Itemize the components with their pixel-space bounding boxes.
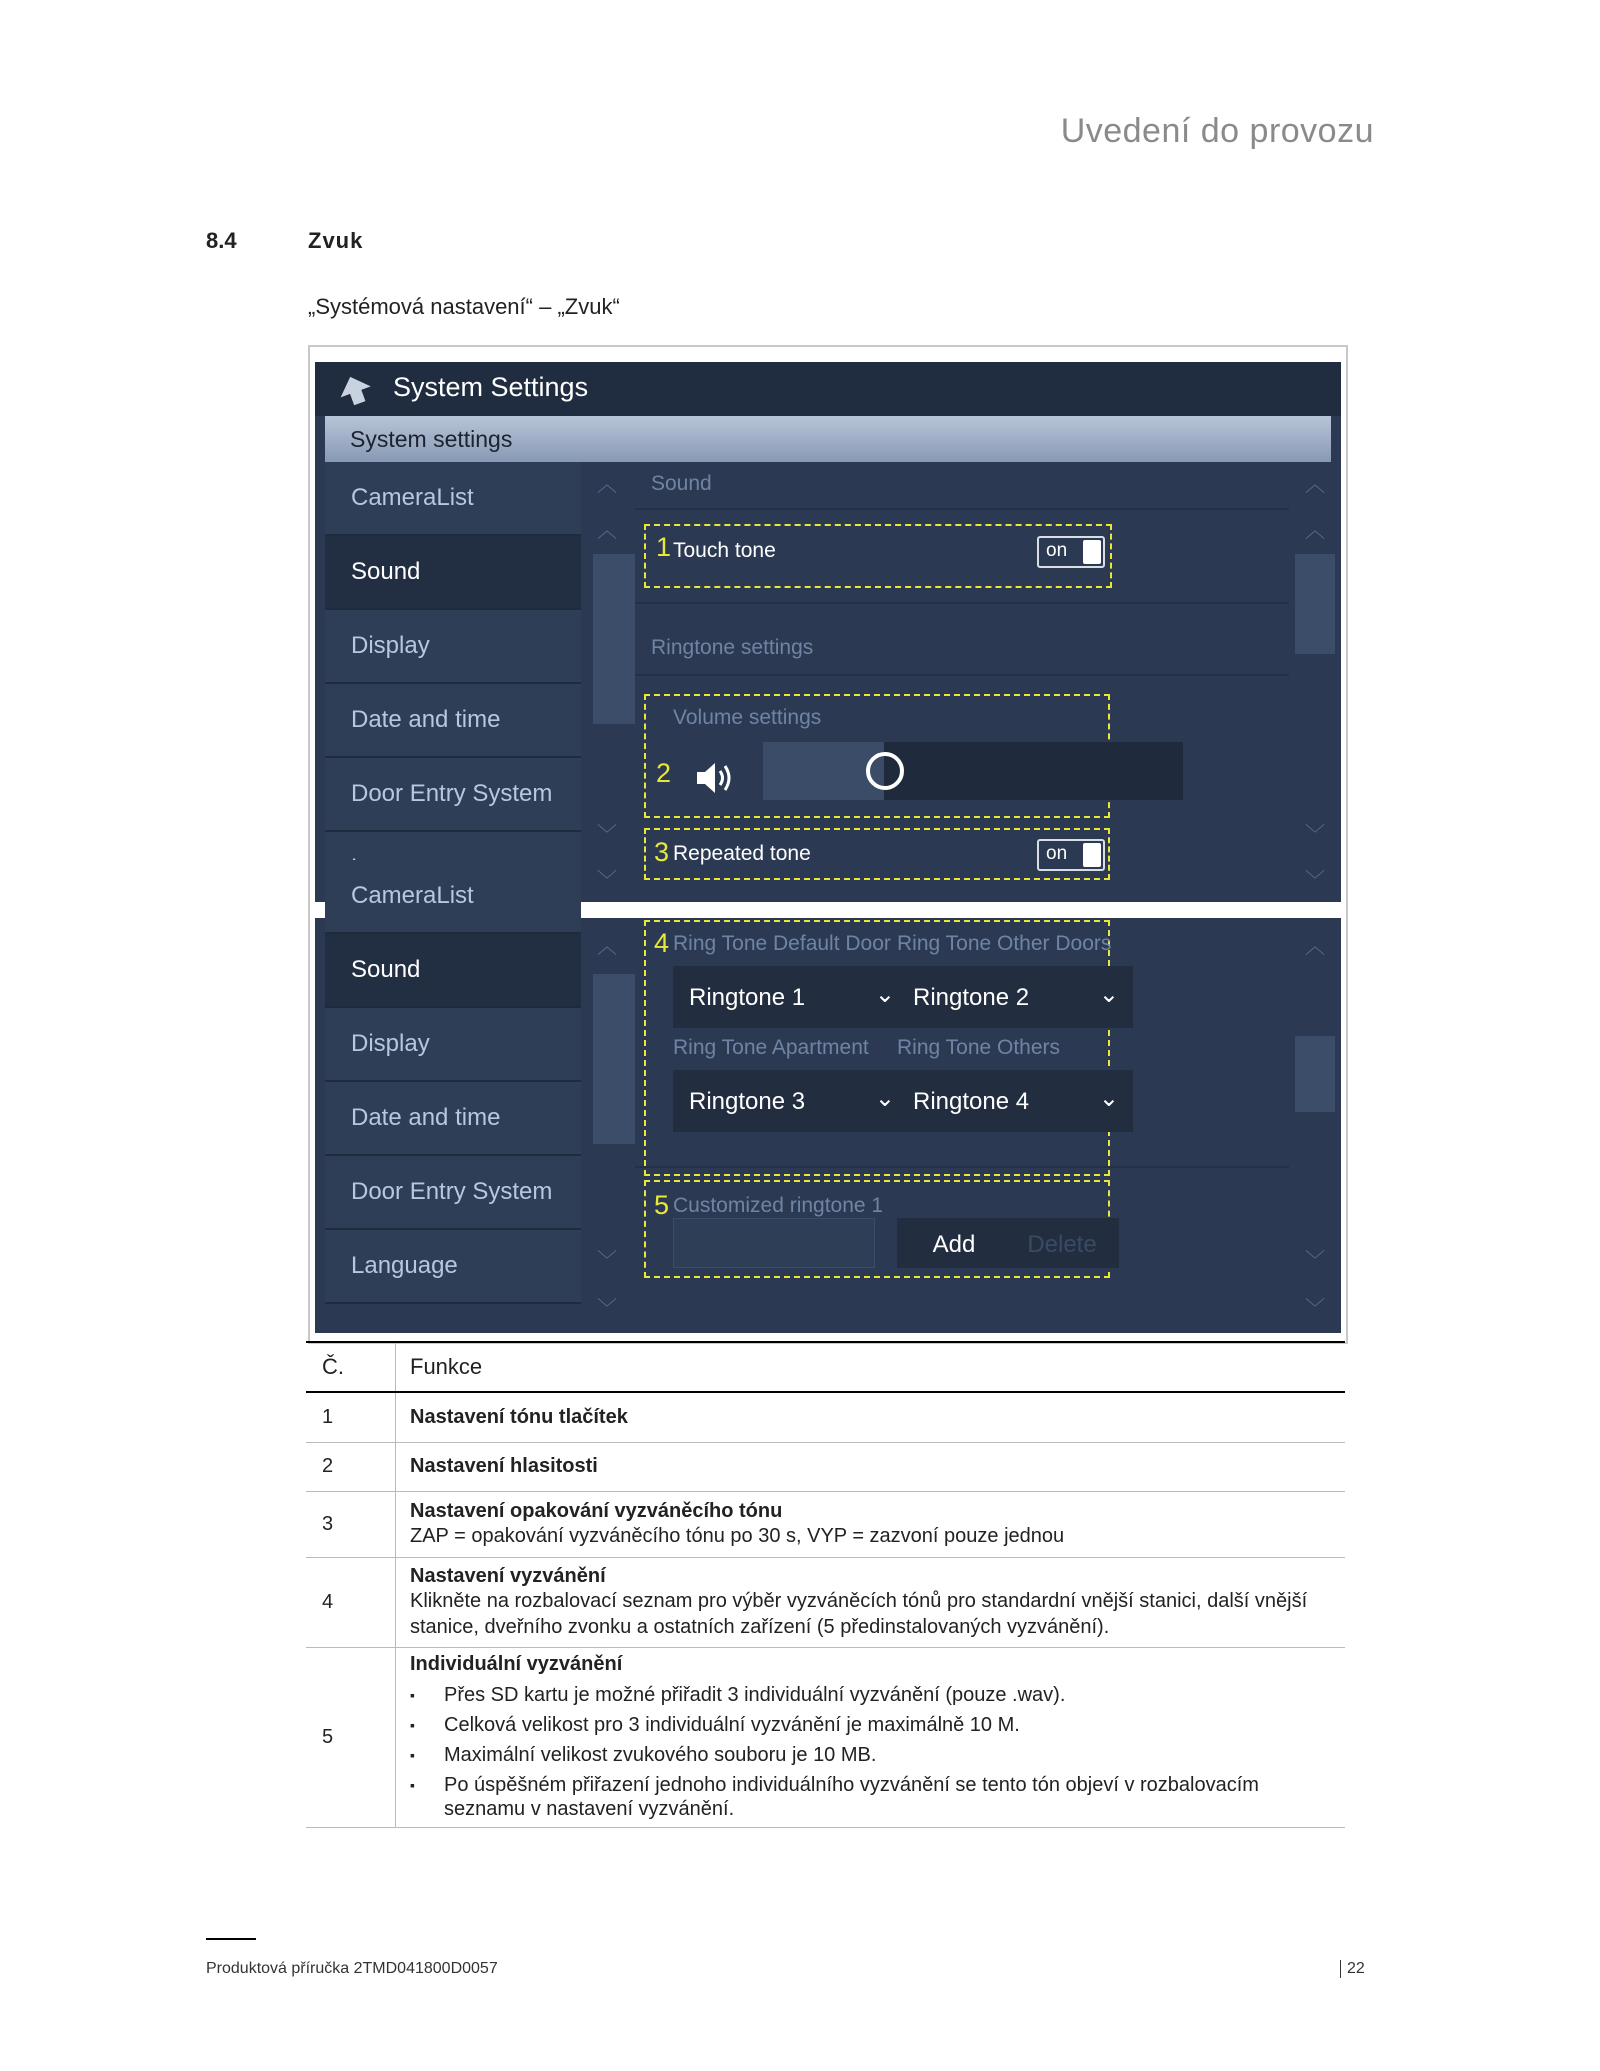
panel-scrollbar[interactable] [1291,462,1341,902]
list-item: ▪ Celková velikost pro 3 individuální vyzvánění je maximálně 10 M. [410,1710,1344,1740]
subtitle-bar [325,416,1331,462]
table-row: 4 Nastavení vyzvánění Klikněte na rozbalovací seznam pro výběr vyzváněcích tónů pro standardní vnější stanici, další vnější stanice, dveřního zvonku a ostatních zařízení (5 předinstalovaných vyzvánění). [306,1557,1345,1647]
chevron-down-icon[interactable]: ﹀ [597,1250,617,1272]
chevron-down-icon: ⌄ [1098,1085,1119,1112]
menu-item-cameralist[interactable]: CameraList [325,860,581,934]
section-title: Zvuk [308,228,364,253]
callout-number-3: 3 [654,837,670,867]
footer-rule [206,1938,256,1940]
menu-scrollbar[interactable] [583,918,633,1333]
speaker-icon [693,758,737,798]
customized-ringtone-field[interactable] [673,1218,875,1268]
volume-slider[interactable] [763,742,1183,800]
menu-item-door-entry[interactable]: Door Entry System [325,1156,581,1230]
callout-number-2: 2 [656,758,672,788]
chevron-down-icon: ⌄ [874,981,895,1008]
screen-top [315,362,1341,902]
ring-tone-default-door-select[interactable]: Ringtone 1 ⌄ [673,966,909,1028]
chevron-down-icon: ⌄ [1098,981,1119,1008]
ring-tone-others-select[interactable]: Ringtone 4 ⌄ [897,1070,1133,1132]
menu-item-date-time[interactable]: Date and time [325,1082,581,1156]
chevron-down-icon: ⌄ [874,1085,895,1112]
subtitle: System settings [350,426,513,452]
volume-settings-label: Volume settings [673,706,822,729]
divider [635,1166,1289,1168]
callout-number-1: 1 [656,532,672,562]
ringtone-settings-header: Ringtone settings [651,636,814,659]
ring-tone-default-door-label: Ring Tone Default Door [673,932,891,955]
customized-ringtone-label: Customized ringtone 1 [673,1194,884,1217]
running-title: Uvedení do provozu [1060,112,1374,150]
list-item: ▪ Maximální velikost zvukového souboru je 10 MB. [410,1740,1344,1770]
divider [635,602,1289,604]
function-table [306,1341,1345,1828]
col-header-function: Funkce [396,1342,1346,1392]
chevron-up-icon[interactable]: ︿ [1305,520,1325,542]
scroll-thumb[interactable] [593,974,637,1144]
menu-item-cameralist[interactable]: CameraList [325,462,581,536]
callout-number-4: 4 [654,928,670,958]
ring-tone-others-label: Ring Tone Others [897,1036,1061,1059]
breadcrumb: „Systémová nastavení“ – „Zvuk“ [308,294,620,319]
add-button[interactable]: Add [897,1218,1011,1268]
window-title: System Settings [393,372,589,402]
chevron-up-icon[interactable]: ︿ [597,936,617,958]
menu-item-sound[interactable]: Sound [325,536,581,610]
chevron-down-icon[interactable]: ﹀ [1305,824,1325,846]
divider [635,508,1289,510]
scroll-thumb[interactable] [1295,554,1335,654]
menu-item-sound[interactable]: Sound [325,934,581,1008]
list-item: ▪ Přes SD kartu je možné přiřadit 3 individuální vyzvánění (pouze .wav). [410,1680,1344,1710]
touch-tone-toggle[interactable]: on [1037,536,1105,568]
table-row: 1 Nastavení tónu tlačítek [306,1392,1345,1442]
menu-item-date-time[interactable]: Date and time [325,684,581,758]
menu-item-display[interactable]: Display [325,1008,581,1082]
chevron-down-icon[interactable]: ﹀ [597,870,617,892]
volume-slider-knob[interactable] [866,752,904,790]
chevron-up-icon[interactable]: ︿ [1305,474,1325,496]
scroll-thumb[interactable] [593,554,637,724]
touch-tone-label: Touch tone [673,539,776,562]
title-bar [315,362,1341,416]
delete-button[interactable]: Delete [1005,1218,1119,1268]
sound-header: Sound [651,472,712,495]
table-row: 5 Individuální vyzvánění ▪ Přes SD kartu je možné přiřadit 3 individuální vyzvánění (pouze .wav). ▪ Celková velikost pro 3 individuální vyzvánění je maximálně 10 M. ▪ Maximální velikost zvukového souboru je 10 MB. ▪ Po úspěšném přiřazení jednoho individuálního vyzvánění se tento tón objeví v rozbalovacím seznamu v nastavení vyzvánění. [306,1647,1345,1827]
scroll-thumb[interactable] [1295,1036,1335,1112]
chevron-down-icon[interactable]: ﹀ [1305,1250,1325,1272]
menu-item-language[interactable]: Language [325,1230,581,1304]
menu-item-display[interactable]: Display [325,610,581,684]
repeated-tone-toggle[interactable]: on [1037,839,1105,871]
footer-doc-title: Produktová příručka 2TMD041800D0057 [206,1960,498,1977]
ring-tone-apartment-label: Ring Tone Apartment [673,1036,869,1059]
chevron-up-icon[interactable]: ︿ [597,474,617,496]
callout-number-5: 5 [654,1190,670,1220]
chevron-down-icon[interactable]: ﹀ [1305,870,1325,892]
chevron-down-icon[interactable]: ﹀ [597,1298,617,1320]
chevron-up-icon[interactable]: ︿ [1305,936,1325,958]
divider [635,674,1289,676]
back-arrow-icon[interactable] [337,374,373,406]
chevron-up-icon[interactable]: ︿ [597,520,617,542]
table-row: 2 Nastavení hlasitosti [306,1442,1345,1491]
repeated-tone-label: Repeated tone [673,842,811,865]
settings-screenshot [308,345,1348,1344]
col-header-number: Č. [306,1342,396,1392]
list-item: ▪ Po úspěšném přiřazení jednoho individuálního vyzvánění se tento tón objeví v rozbalovacím seznamu v nastavení vyzvánění. [410,1770,1344,1821]
table-row: 3 Nastavení opakování vyzváněcího tónu ZAP = opakování vyzváněcího tónu po 30 s, VYP = zazvoní pouze jednou [306,1491,1345,1557]
section-number: 8.4 [206,228,237,253]
menu-item-door-entry[interactable]: Door Entry System [325,758,581,832]
ring-tone-other-doors-label: Ring Tone Other Doors [897,932,1112,955]
ring-tone-other-doors-select[interactable]: Ringtone 2 ⌄ [897,966,1133,1028]
page-number: 22 [1340,1960,1365,1978]
screen-bottom [315,882,1341,1333]
ring-tone-apartment-select[interactable]: Ringtone 3 ⌄ [673,1070,909,1132]
chevron-down-icon[interactable]: ﹀ [597,824,617,846]
menu-scrollbar[interactable] [583,462,633,902]
bullet-list [410,1680,1344,1821]
panel-scrollbar[interactable] [1291,918,1341,1333]
chevron-down-icon[interactable]: ﹀ [1305,1298,1325,1320]
